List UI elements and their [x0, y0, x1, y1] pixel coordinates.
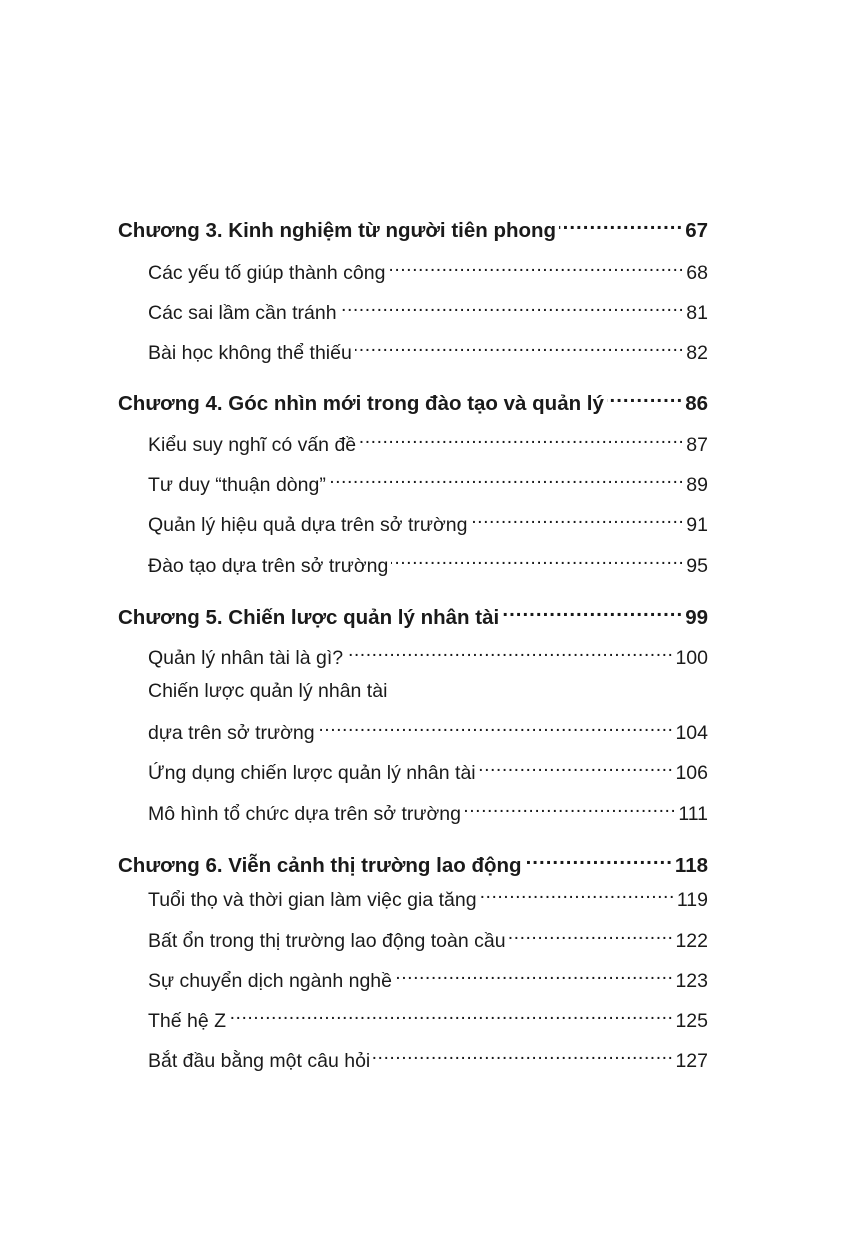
toc-section [148, 751, 708, 787]
chapter-title: Chương 4. Góc nhìn mới trong đào tạo và quản lý [118, 392, 604, 415]
page-number: 106 [675, 762, 708, 784]
page-number: 82 [686, 342, 708, 364]
toc-section [148, 331, 708, 367]
section-title: Ứng dụng chiến lược quản lý nhân tài [148, 762, 476, 784]
page-number: 91 [686, 514, 708, 536]
toc-section [148, 636, 708, 672]
chapter-title: Chương 3. Kinh nghiệm từ người tiên phong [118, 219, 557, 242]
section-title: Đào tạo dựa trên sở trường [148, 555, 389, 577]
toc-section [148, 878, 708, 914]
toc-section [148, 503, 708, 539]
page-number: 68 [686, 262, 708, 284]
toc-section [148, 423, 708, 459]
dot-leader [318, 711, 674, 739]
page-number: 118 [674, 854, 708, 877]
section-title: Sự chuyển dịch ngành nghề [148, 970, 392, 992]
dot-leader [502, 596, 683, 624]
toc-chapter-4 [118, 382, 708, 418]
page-number: 81 [686, 302, 708, 324]
page-number: 111 [678, 803, 708, 825]
toc-chapter-3 [118, 209, 708, 245]
page-number: 67 [685, 219, 708, 242]
page-number: 86 [685, 392, 708, 415]
dot-leader [470, 503, 684, 531]
section-title: Tư duy “thuận dòng” [148, 474, 326, 496]
toc-section [148, 999, 708, 1035]
toc-section [148, 919, 708, 955]
dot-leader [229, 999, 673, 1027]
toc-section [148, 1039, 708, 1075]
dot-leader [479, 751, 674, 779]
section-title: Bài học không thể thiếu [148, 342, 352, 364]
page-number: 123 [675, 970, 708, 992]
page-number: 100 [675, 647, 708, 669]
page-number: 89 [686, 474, 708, 496]
dot-leader [346, 636, 673, 664]
dot-leader [607, 382, 683, 410]
dot-leader [329, 463, 684, 491]
section-title: Mô hình tổ chức dựa trên sở trường [148, 803, 461, 825]
dot-leader [525, 844, 673, 872]
chapter-title: Chương 6. Viễn cảnh thị trường lao động [118, 854, 522, 877]
dot-leader [359, 423, 684, 451]
dot-leader [509, 919, 674, 947]
toc-section [148, 251, 708, 287]
dot-leader [395, 959, 673, 987]
section-title-line-1: Chiến lược quản lý nhân tài [148, 680, 388, 702]
section-title: Các yếu tố giúp thành công [148, 262, 386, 284]
toc-section [148, 544, 708, 580]
toc-section [148, 463, 708, 499]
page-number: 99 [685, 606, 708, 629]
toc-section [148, 291, 708, 327]
section-title: Thế hệ Z [148, 1010, 227, 1032]
section-title: Quản lý hiệu quả dựa trên sở trường [148, 514, 468, 536]
dot-leader [388, 251, 684, 279]
dot-leader [340, 291, 685, 319]
page-number: 122 [675, 930, 708, 952]
section-title: Quản lý nhân tài là gì? [148, 647, 344, 669]
dot-leader [480, 878, 675, 906]
section-title: Kiểu suy nghĩ có vấn đề [148, 434, 357, 456]
section-title: Tuổi thọ và thời gian làm việc gia tăng [148, 889, 477, 911]
dot-leader [355, 331, 684, 359]
section-title: Bất ổn trong thị trường lao động toàn cầu [148, 930, 506, 952]
section-title: dựa trên sở trường [148, 722, 315, 744]
dot-leader [559, 209, 683, 237]
toc-section [148, 792, 708, 828]
page-number: 87 [686, 434, 708, 456]
page-number: 127 [675, 1050, 708, 1072]
toc-chapter-6 [118, 844, 708, 880]
chapter-title: Chương 5. Chiến lược quản lý nhân tài [118, 606, 500, 629]
page-number: 119 [676, 889, 708, 911]
page-number: 125 [675, 1010, 708, 1032]
section-title: Bắt đầu bằng một câu hỏi [148, 1050, 371, 1072]
dot-leader [464, 792, 676, 820]
page-number: 95 [686, 555, 708, 577]
toc-section [148, 711, 708, 747]
dot-leader [391, 544, 684, 572]
toc-chapter-5 [118, 596, 708, 632]
page-number: 104 [675, 722, 708, 744]
section-title: Các sai lầm cần tránh [148, 302, 337, 324]
dot-leader [373, 1039, 673, 1067]
toc-section [148, 959, 708, 995]
